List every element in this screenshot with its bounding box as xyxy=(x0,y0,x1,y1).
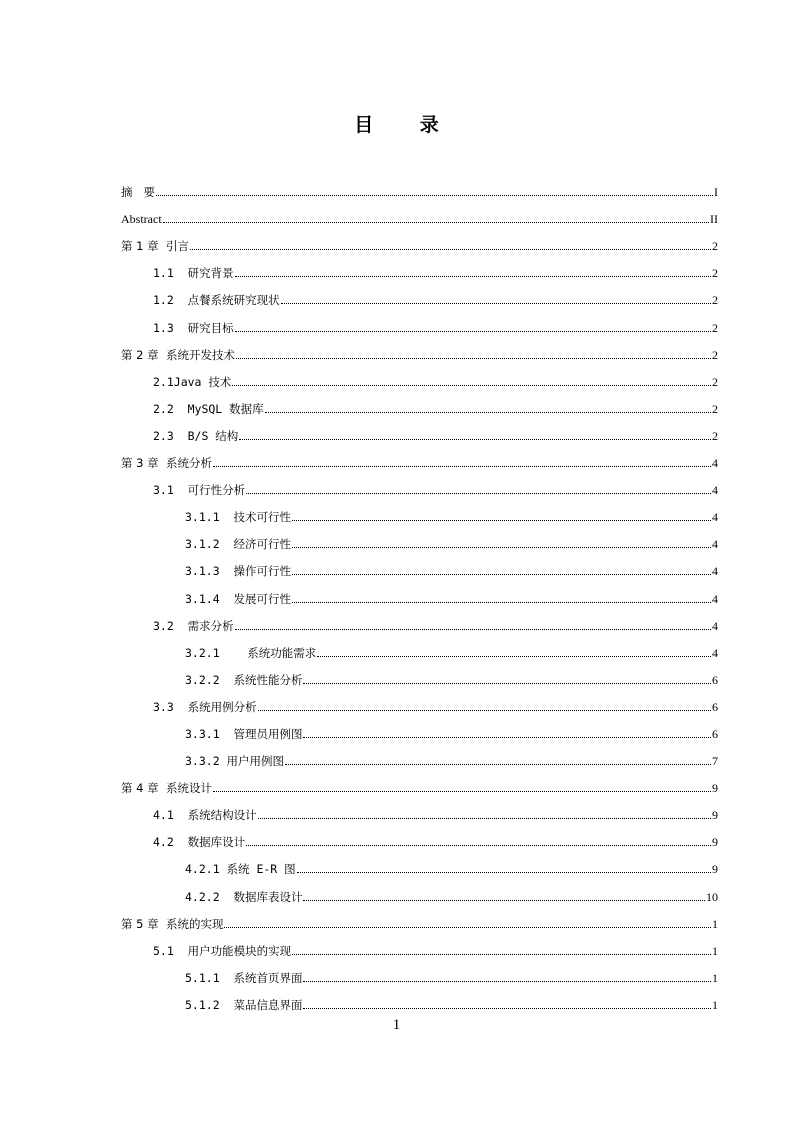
toc-entry-label: 4.2.2 数据库表设计 xyxy=(185,889,303,904)
toc-entry-label: 5.1.1 系统首页界面 xyxy=(185,970,303,985)
dot-leader xyxy=(213,465,711,467)
toc-entry[interactable] xyxy=(121,768,718,795)
toc-entry-label: Abstract xyxy=(121,212,162,227)
dot-leader xyxy=(235,628,711,630)
dot-leader xyxy=(285,763,711,765)
dot-leader xyxy=(258,709,711,711)
toc-entry-label: 5.1.2 菜品信息界面 xyxy=(185,997,303,1012)
dot-leader xyxy=(303,1007,711,1009)
toc-entry-label: 第 3 章 系统分析 xyxy=(121,456,212,471)
dot-leader xyxy=(292,546,711,548)
dot-leader xyxy=(265,411,711,413)
toc-entry-page: 2 xyxy=(712,293,718,308)
toc-entry[interactable] xyxy=(121,578,718,605)
toc-entry-label: 3.1.3 操作可行性 xyxy=(185,564,291,579)
toc-entry[interactable] xyxy=(121,904,718,931)
dot-leader xyxy=(239,438,711,440)
dot-leader xyxy=(246,492,711,494)
toc-entry[interactable] xyxy=(121,470,718,497)
dot-leader xyxy=(246,844,711,846)
toc-title: 目 录 xyxy=(354,114,459,136)
dot-leader xyxy=(303,736,711,738)
dot-leader xyxy=(190,248,711,250)
toc-entry[interactable] xyxy=(121,741,718,768)
toc-entry[interactable] xyxy=(121,551,718,578)
toc-entry-page: 2 xyxy=(712,320,718,335)
dot-leader xyxy=(281,302,711,304)
toc-entry[interactable] xyxy=(121,660,718,687)
toc-entry[interactable] xyxy=(121,876,718,903)
toc-entry[interactable] xyxy=(121,443,718,470)
dot-leader xyxy=(235,330,711,332)
toc-entry-page: 4 xyxy=(712,537,718,552)
dot-leader xyxy=(232,384,711,386)
toc-entry-label: 3.3.2 用户用例图 xyxy=(185,754,285,769)
toc-entry-label: 3.1.1 技术可行性 xyxy=(185,510,291,525)
dot-leader xyxy=(303,899,705,901)
dot-leader xyxy=(303,980,711,982)
toc-entry[interactable] xyxy=(121,497,718,524)
dot-leader xyxy=(303,682,711,684)
toc-entry-label: 第 1 章 引言 xyxy=(121,239,189,254)
table-of-contents xyxy=(121,172,718,1012)
toc-entry[interactable] xyxy=(121,931,718,958)
toc-entry-page: 2 xyxy=(712,266,718,281)
toc-entry-page: 2 xyxy=(712,239,718,254)
toc-entry[interactable] xyxy=(121,335,718,362)
dot-leader xyxy=(236,357,711,359)
toc-entry-label: 3.2.2 系统性能分析 xyxy=(185,672,303,687)
toc-entry[interactable] xyxy=(121,633,718,660)
toc-entry-label: 4.1 系统结构设计 xyxy=(153,808,257,823)
toc-entry-page: 1 xyxy=(712,970,718,985)
toc-entry[interactable] xyxy=(121,362,718,389)
toc-entry-page: 4 xyxy=(712,456,718,471)
toc-entry-page: 10 xyxy=(706,889,718,904)
dot-leader xyxy=(235,275,711,277)
toc-entry[interactable] xyxy=(121,307,718,334)
toc-entry-page: 7 xyxy=(712,754,718,769)
dot-leader xyxy=(213,790,711,792)
toc-entry[interactable] xyxy=(121,714,718,741)
toc-entry-page: 9 xyxy=(712,808,718,823)
toc-entry[interactable] xyxy=(121,416,718,443)
toc-entry-label: 2.1Java 技术 xyxy=(153,374,232,389)
toc-entry-page: 6 xyxy=(712,699,718,714)
toc-entry[interactable] xyxy=(121,226,718,253)
toc-entry-page: 4 xyxy=(712,618,718,633)
toc-entry[interactable] xyxy=(121,389,718,416)
dot-leader xyxy=(292,519,711,521)
toc-entry-page: 1 xyxy=(712,916,718,931)
toc-entry-label: 2.2 MySQL 数据库 xyxy=(153,401,264,416)
toc-entry-label: 3.2 需求分析 xyxy=(153,618,234,633)
toc-entry[interactable] xyxy=(121,172,718,199)
dot-leader xyxy=(292,601,711,603)
toc-entry-label: 1.3 研究目标 xyxy=(153,320,234,335)
toc-entry-label: 3.1 可行性分析 xyxy=(153,483,246,498)
toc-entry[interactable] xyxy=(121,849,718,876)
toc-entry-label: 3.1.4 发展可行性 xyxy=(185,591,291,606)
toc-entry-label: 1.1 研究背景 xyxy=(153,266,234,281)
toc-entry[interactable] xyxy=(121,253,718,280)
dot-leader xyxy=(292,953,711,955)
dot-leader xyxy=(292,573,711,575)
toc-entry-page: 2 xyxy=(712,347,718,362)
toc-entry-page: 2 xyxy=(712,401,718,416)
dot-leader xyxy=(163,221,709,223)
dot-leader xyxy=(156,194,713,196)
toc-entry-page: 1 xyxy=(712,943,718,958)
toc-entry-label: 1.2 点餐系统研究现状 xyxy=(153,293,280,308)
toc-entry-label: 3.3 系统用例分析 xyxy=(153,699,257,714)
toc-entry[interactable] xyxy=(121,606,718,633)
dot-leader xyxy=(224,926,711,928)
toc-entry-page: 2 xyxy=(712,428,718,443)
toc-entry[interactable] xyxy=(121,795,718,822)
toc-entry-page: 4 xyxy=(712,564,718,579)
toc-entry[interactable] xyxy=(121,199,718,226)
toc-entry-page: 6 xyxy=(712,672,718,687)
toc-entry-label: 第 2 章 系统开发技术 xyxy=(121,347,235,362)
toc-entry-label: 3.2.1 系统功能需求 xyxy=(185,645,317,660)
toc-entry-page: 1 xyxy=(712,997,718,1012)
toc-entry-page: 9 xyxy=(712,835,718,850)
toc-entry[interactable] xyxy=(121,822,718,849)
toc-entry-page: 4 xyxy=(712,483,718,498)
toc-entry-label: 第 4 章 系统设计 xyxy=(121,781,212,796)
toc-entry-page: 9 xyxy=(712,781,718,796)
toc-entry-page: 6 xyxy=(712,726,718,741)
toc-entry-label: 第 5 章 系统的实现 xyxy=(121,916,224,931)
page-number: 1 xyxy=(392,1017,401,1033)
toc-entry[interactable] xyxy=(121,280,718,307)
toc-entry-label: 2.3 B/S 结构 xyxy=(153,428,239,443)
toc-entry-page: 9 xyxy=(712,862,718,877)
toc-entry[interactable] xyxy=(121,524,718,551)
dot-leader xyxy=(297,871,711,873)
toc-entry-label: 5.1 用户功能模块的实现 xyxy=(153,943,292,958)
toc-entry-label: 4.2 数据库设计 xyxy=(153,835,246,850)
toc-entry-label: 3.1.2 经济可行性 xyxy=(185,537,291,552)
toc-entry-label: 4.2.1 系统 E-R 图 xyxy=(185,862,296,877)
dot-leader xyxy=(317,655,711,657)
toc-entry[interactable] xyxy=(121,687,718,714)
toc-entry-page: II xyxy=(710,212,718,227)
toc-entry-page: I xyxy=(714,185,718,200)
toc-entry[interactable] xyxy=(121,958,718,985)
toc-entry-page: 4 xyxy=(712,591,718,606)
toc-entry-page: 4 xyxy=(712,510,718,525)
toc-entry-page: 2 xyxy=(712,374,718,389)
toc-entry-label: 3.3.1 管理员用例图 xyxy=(185,726,303,741)
toc-entry-page: 4 xyxy=(712,645,718,660)
toc-entry-label: 摘 要 xyxy=(121,185,155,200)
toc-entry[interactable] xyxy=(121,985,718,1012)
dot-leader xyxy=(258,817,711,819)
